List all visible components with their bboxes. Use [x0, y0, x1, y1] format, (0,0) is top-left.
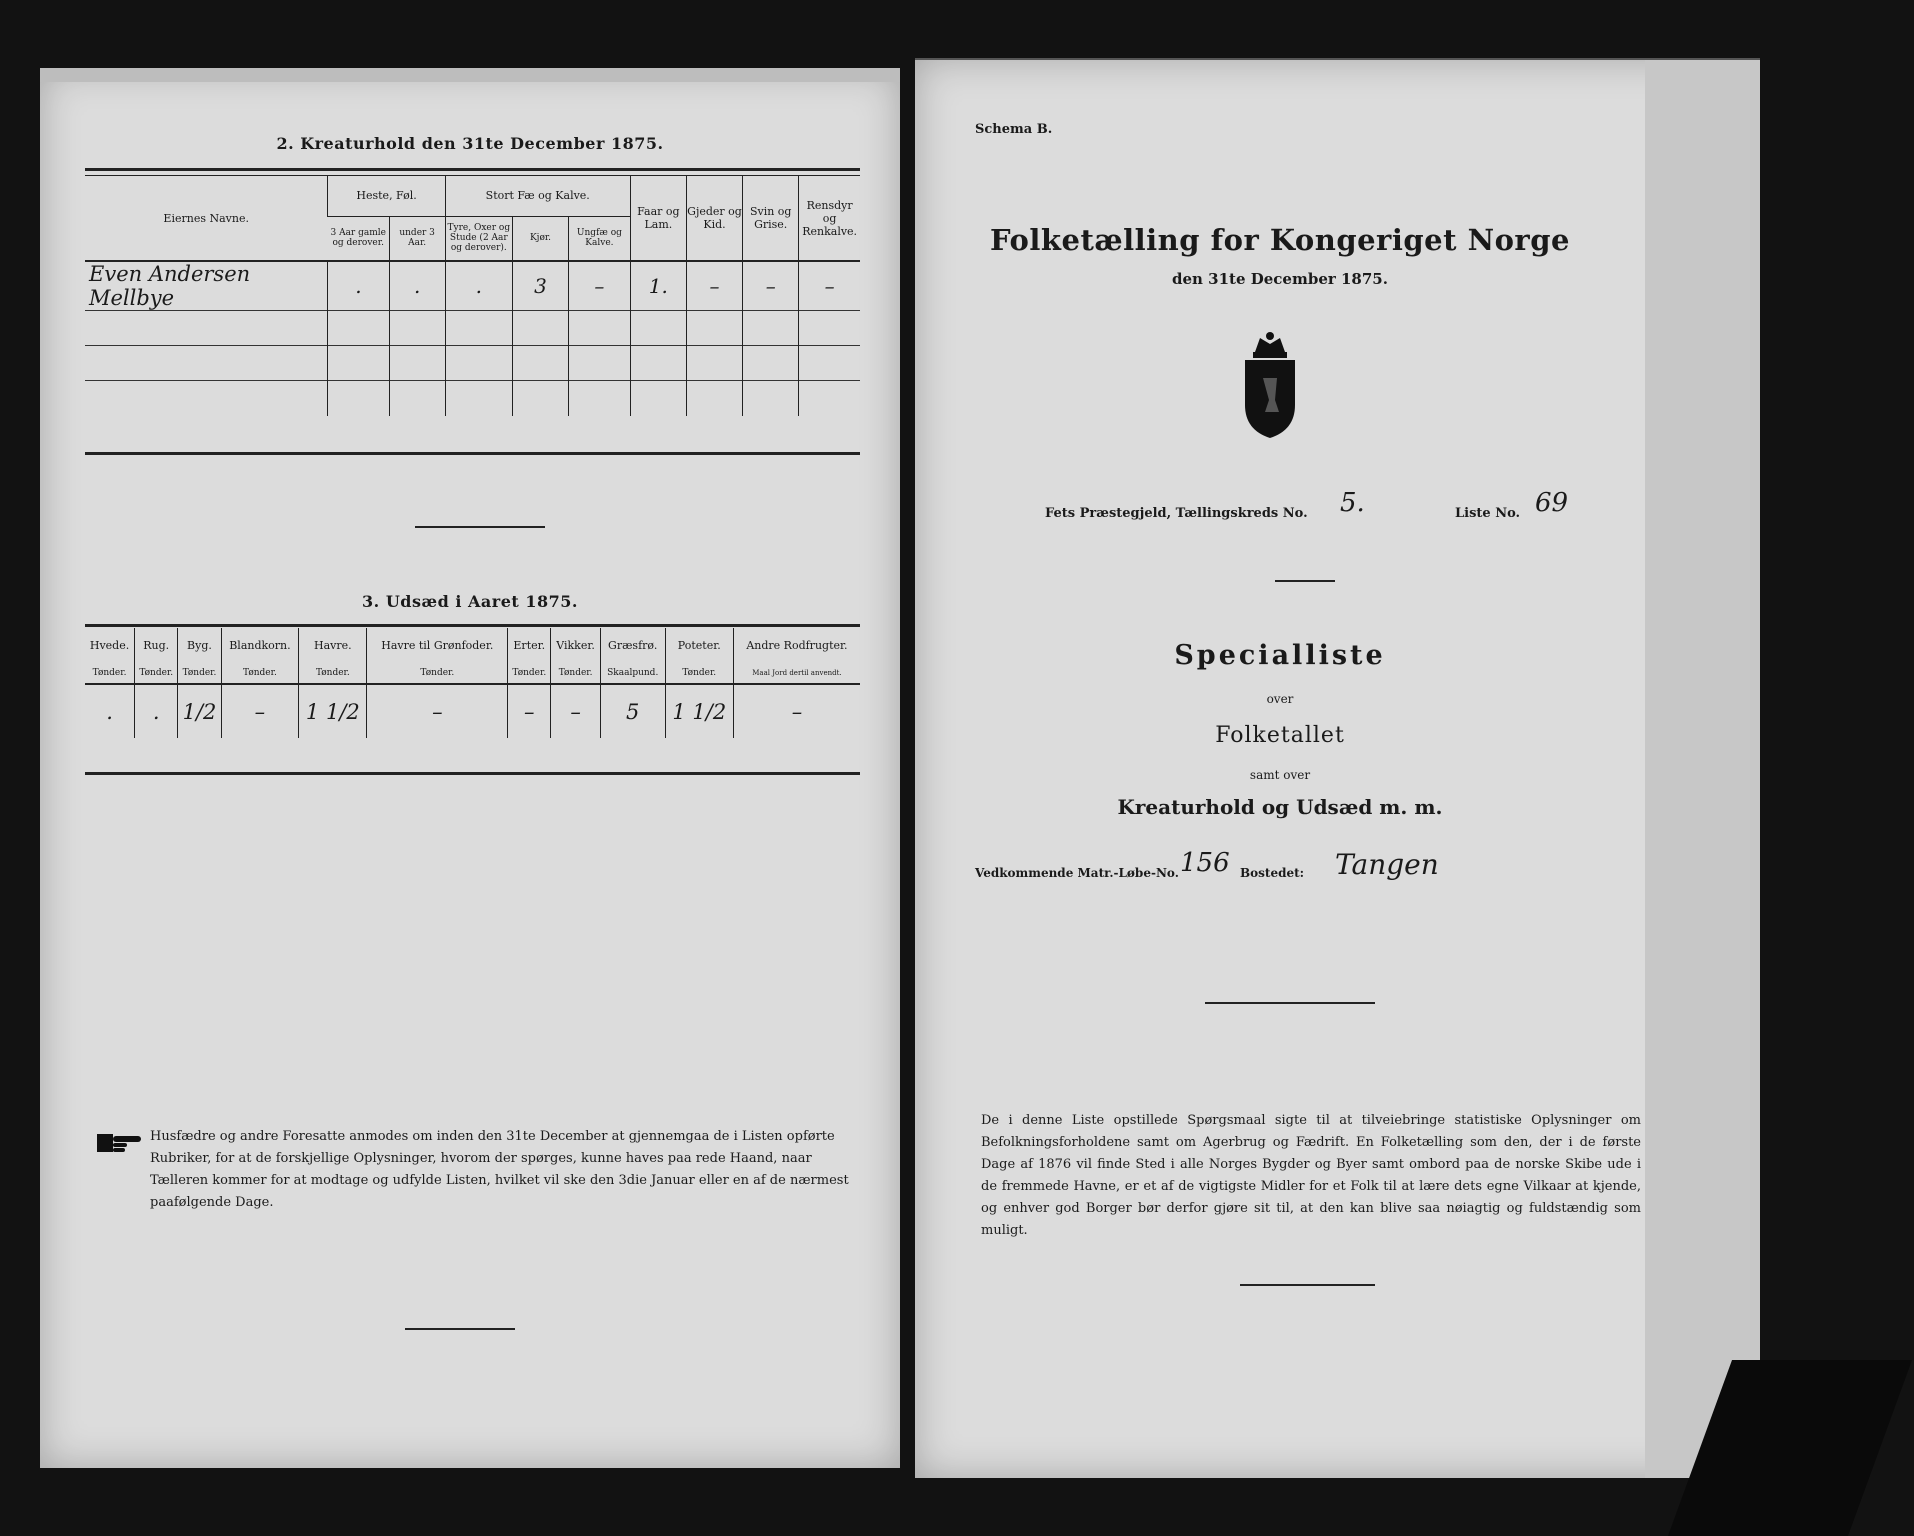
section3-title: 3. Udsæd i Aaret 1875.	[362, 592, 578, 611]
cell-rensdyr: –	[799, 261, 860, 311]
seed-unit: Tønder.	[299, 662, 367, 684]
prestegjeld-label: Fets Præstegjeld, Tællingskreds No.	[1045, 506, 1308, 521]
seed-unit: Tønder.	[551, 662, 600, 684]
cell-heste1: .	[328, 261, 389, 311]
seed-header: Havre.	[299, 628, 367, 662]
seed-value: .	[106, 699, 113, 724]
sub-stort3: Ungfæ og Kalve.	[569, 216, 631, 261]
sub-heste2: under 3 Aar.	[389, 216, 445, 261]
footer-explanation: De i denne Liste opstillede Spørgsmaal sigte til at tilveiebringe statistiske Oplysninger om Befolkningsforholdene samt om Agerbrug og Fædrift. En Folketælling som den, der i de første Dage af 1876 vil finde Sted i alle Norges Bygder og Byer samt ombord paa de norske Skibe ude i de fremmede Havne, er et af de vigtigste Midler for et Folk til at lære dets egne Vilkaar at kjende, og enhver god Borger bør derfor gjøre sit til, at den kan blive saa nøiagtig og fuldstændig som muligt.	[981, 1113, 1641, 1238]
pointing-hand-icon	[95, 1130, 145, 1156]
seed-unit: Tønder.	[221, 662, 299, 684]
cell-gjeder: –	[686, 261, 742, 311]
seed-value: .	[135, 684, 178, 738]
livestock-table	[85, 176, 860, 416]
kreaturhold-heading: Kreaturhold og Udsæd m. m.	[1117, 795, 1443, 819]
bostedet-value: Tangen	[1335, 848, 1439, 881]
seed-header: Rug.	[135, 628, 178, 662]
seed-value: –	[551, 684, 600, 738]
seed-value: –	[367, 684, 508, 738]
sub-stort2: Kjør.	[512, 216, 568, 261]
seed-unit: Tønder.	[367, 662, 508, 684]
seed-unit: Skaalpund.	[600, 662, 665, 684]
cell-stort1: .	[445, 261, 512, 311]
over-1: over	[1266, 692, 1294, 706]
cell-faar: 1.	[630, 261, 686, 311]
kreds-number: 5.	[1340, 488, 1365, 518]
samt-over: samt over	[1249, 768, 1311, 782]
seed-header: Hvede.	[89, 638, 130, 652]
schema-label: Schema B.	[975, 122, 1053, 137]
seed-unit: Tønder.	[178, 662, 221, 684]
householder-notice: Husfædre og andre Foresatte anmodes om inden den 31te December at gjennemgaa de i Listen opførte Rubriker, for at de forskjellige Oplysninger, hvorom der spørges, kunne haves paa rede Haand, naar Tælleren kommer for at modtage og udfylde Listen, hvilket vil ske den 3die Januar eller en af de nærmest paafølgende Dage.	[150, 1129, 849, 1210]
main-date: den 31te December 1875.	[1172, 270, 1388, 288]
cell-heste2: .	[389, 261, 445, 311]
right-page	[915, 58, 1760, 1478]
owner-name: Even Andersen Mellbye	[89, 262, 251, 311]
group-stortfae: Stort Fæ og Kalve.	[445, 176, 630, 216]
seed-unit: Tønder.	[508, 662, 551, 684]
seed-unit: Tønder.	[92, 667, 127, 678]
seed-header: Blandkorn.	[221, 628, 299, 662]
seed-header: Andre Rodfrugter.	[733, 628, 860, 662]
seed-value: 1 1/2	[299, 684, 367, 738]
col-owner: Eiernes Navne.	[163, 211, 249, 225]
bostedet-label: Bostedet:	[1240, 866, 1305, 880]
seed-header: Græsfrø.	[600, 628, 665, 662]
seed-header: Havre til Grønfoder.	[367, 628, 508, 662]
matr-number: 156	[1180, 848, 1230, 878]
cell-stort3: –	[569, 261, 631, 311]
col-rensdyr: Rensdyr og Renkalve.	[799, 176, 860, 261]
seed-unit: Maal Jord dertil anvendt.	[733, 662, 860, 684]
col-faar: Faar og Lam.	[630, 176, 686, 261]
seed-table	[85, 628, 860, 738]
seed-unit: Tønder.	[665, 662, 733, 684]
sub-stort1: Tyre, Oxer og Stude (2 Aar og derover).	[445, 216, 512, 261]
cell-svin: –	[743, 261, 799, 311]
seed-header: Poteter.	[665, 628, 733, 662]
seed-value: 1/2	[178, 684, 221, 738]
cell-stort2: 3	[512, 261, 568, 311]
seed-value: 5	[600, 684, 665, 738]
col-svin: Svin og Grise.	[743, 176, 799, 261]
seed-value: –	[508, 684, 551, 738]
liste-label: Liste No.	[1455, 506, 1521, 521]
seed-unit: Tønder.	[135, 662, 178, 684]
seed-value: –	[221, 684, 299, 738]
left-page	[40, 68, 900, 1468]
specialliste-heading: Specialliste	[1174, 640, 1386, 671]
seed-value: 1 1/2	[665, 684, 733, 738]
col-gjeder: Gjeder og Kid.	[686, 176, 742, 261]
coat-of-arms-icon	[1235, 330, 1305, 440]
section2-title: 2. Kreaturhold den 31te December 1875.	[276, 134, 664, 153]
seed-header: Byg.	[178, 628, 221, 662]
matr-label: Vedkommende Matr.-Løbe-No.	[975, 866, 1179, 880]
seed-header: Vikker.	[551, 628, 600, 662]
liste-number: 69	[1535, 488, 1569, 518]
seed-header: Erter.	[508, 628, 551, 662]
group-heste: Heste, Føl.	[328, 176, 445, 216]
main-title: Folketælling for Kongeriget Norge	[990, 223, 1570, 257]
folketallet-heading: Folketallet	[1215, 723, 1345, 748]
sub-heste1: 3 Aar gamle og derover.	[328, 216, 389, 261]
seed-value: –	[733, 684, 860, 738]
